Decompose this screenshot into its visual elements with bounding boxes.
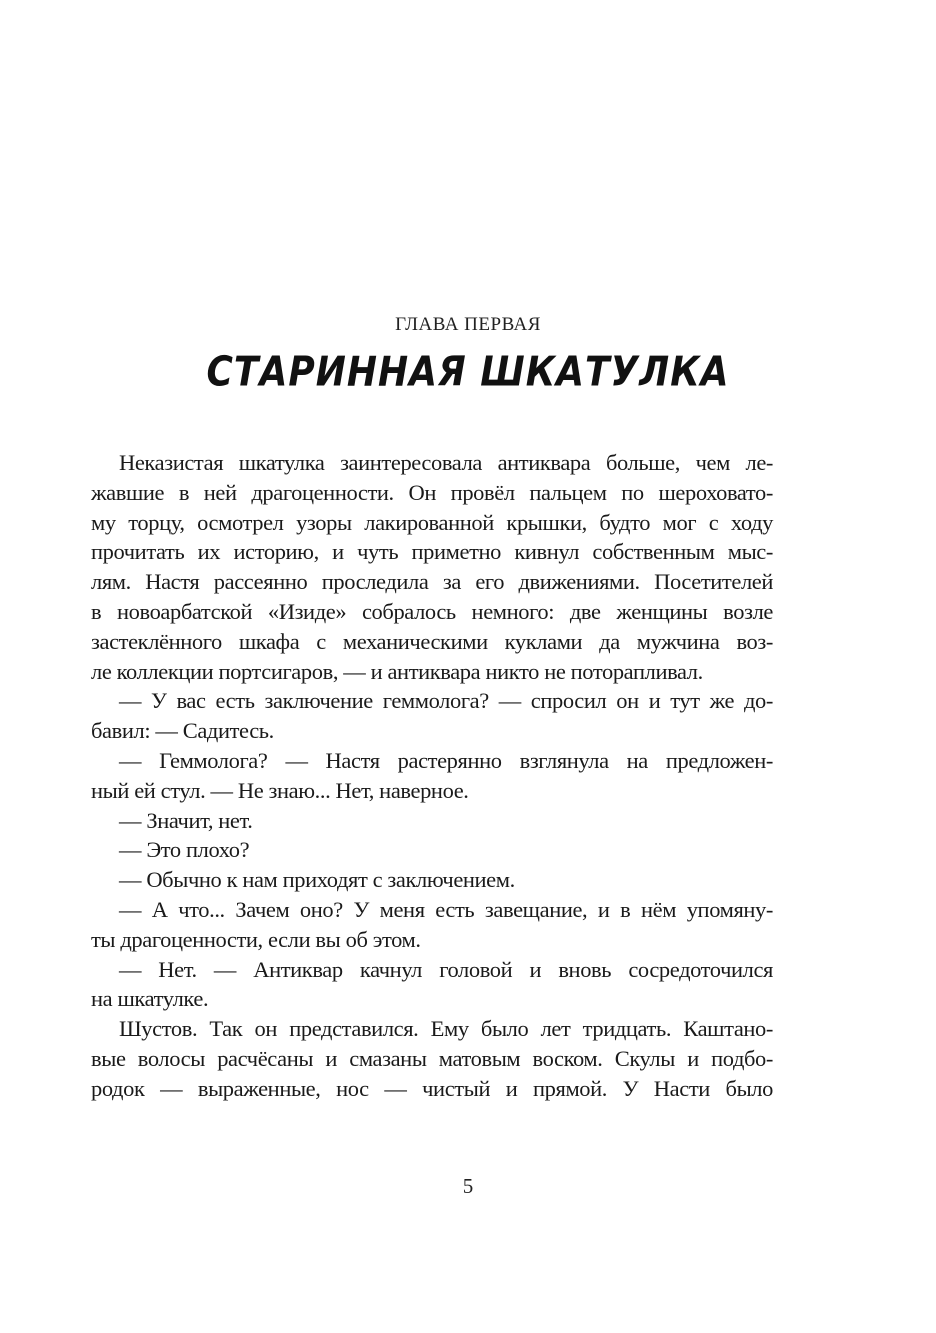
text-line: жавшие в ней драгоценности. Он провёл пальцем по шероховато- (91, 479, 773, 505)
text-line: застеклённого шкафа с механическими куклами да мужчина воз- (91, 628, 773, 654)
text-line: — Геммолога? — Настя растерянно взглянула на предложен- (119, 747, 773, 773)
chapter-label: ГЛАВА ПЕРВАЯ (395, 314, 541, 335)
text-line: ле коллекции портсигаров, — и антиквара никто не поторапливал. (91, 658, 703, 684)
text-line: вые волосы расчёсаны и смазаны матовым воском. Скулы и подбо- (91, 1045, 773, 1071)
text-line: родок — выраженные, нос — чистый и прямой. У Насти было (91, 1075, 773, 1101)
text-line: лям. Настя рассеянно проследила за его движениями. Посетителей (91, 569, 773, 595)
text-line: на шкатулке. (91, 986, 209, 1012)
chapter-title: СТАРИННАЯ ШКАТУЛКА (206, 348, 730, 397)
body-text (91, 448, 773, 1104)
paragraph (91, 835, 773, 865)
text-line: — Значит, нет. (119, 807, 253, 833)
text-line: — Обычно к нам приходят с заключением. (119, 867, 515, 893)
text-line: бавил: — Садитесь. (91, 718, 274, 744)
text-line: — А что... Зачем оно? У меня есть завещание, и в нём упомяну- (119, 896, 773, 922)
paragraph (91, 746, 773, 806)
text-line: прочитать их историю, и чуть приметно кивнул собственным мыс- (91, 539, 773, 565)
page-number: 5 (462, 1174, 474, 1198)
text-line: — Нет. — Антиквар качнул головой и вновь сосредоточился (119, 956, 773, 982)
paragraph (91, 806, 773, 836)
text-line: Неказистая шкатулка заинтересовала антиквара больше, чем ле- (119, 450, 773, 475)
text-line: ты драгоценности, если вы об этом. (91, 926, 421, 952)
text-line: ный ей стул. — Не знаю... Нет, наверное. (91, 777, 469, 803)
paragraph (91, 686, 773, 746)
text-line: — У вас есть заключение геммолога? — спросил он и тут же до- (119, 688, 773, 714)
paragraph (91, 955, 773, 1015)
paragraph (91, 448, 773, 686)
text-line: му торцу, осмотрел узоры лакированной крышки, будто мог с ходу (91, 509, 773, 535)
paragraph (91, 1014, 773, 1103)
paragraph (91, 865, 773, 895)
text-line: — Это плохо? (119, 837, 250, 863)
paragraph (91, 895, 773, 955)
text-line: в новоарбатской «Изиде» собралось немного: две женщины возле (91, 598, 773, 624)
text-line: Шустов. Так он представился. Ему было лет тридцать. Каштано- (119, 1016, 773, 1042)
